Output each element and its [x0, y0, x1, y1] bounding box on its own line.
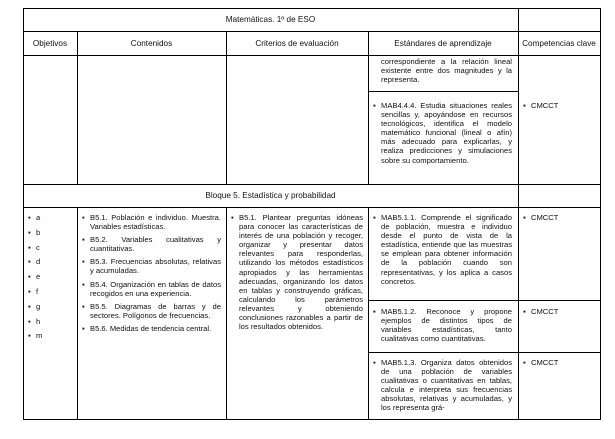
bullet-icon: ▪ [82, 323, 85, 333]
list-item: ▪ MAB5.1.1. Comprende el significado de población, muestra e individuo desde el punto de vista de la estadística, entiende que las muestras se emplean para obtener información de la población cuando son representativas, y los aplica a casos concretos. [373, 213, 512, 286]
bullet-icon: ▪ [373, 101, 376, 110]
bullet-icon: ▪ [373, 307, 376, 316]
bullet-icon: ▪ [28, 301, 31, 311]
list-item: ▪ CMCCT [523, 358, 559, 367]
list-item [230, 213, 363, 331]
rule-right [600, 8, 601, 419]
bullet-icon: ▪ [28, 213, 31, 222]
bullet-icon: ▪ [82, 257, 85, 267]
list-item: ▪ g [27, 300, 75, 315]
bullet-icon: ▪ [523, 213, 526, 222]
bullet-icon: ▪ [28, 286, 31, 296]
standard-5-1-3 [372, 358, 512, 413]
list-item: ▪ MAB5.1.2. Reconoce y propone ejemplos de distintos tipos de variables estadísticas, tanto cualitativas como cuantitativas. [373, 307, 512, 344]
rule-std-cont-bottom [368, 91, 518, 92]
rule-block-bottom [23, 207, 601, 208]
competence-5-1-1 [522, 213, 596, 222]
competence-4-4-4 [522, 101, 596, 110]
header-contenidos: Contenidos [130, 39, 173, 48]
bullet-icon: ▪ [28, 316, 31, 326]
list-item: ▪ CMCCT [523, 307, 559, 316]
list-item: ▪ h [27, 315, 75, 330]
rule-col-2 [226, 31, 227, 184]
header-estandares: Estándares de aprendizaje [394, 39, 492, 48]
standard-5-1-2 [372, 307, 512, 343]
bullet-icon: ▪ [523, 307, 526, 316]
list-item: ▪ B5.4. Organización en tablas de datos recogidos en una experiencia. [82, 279, 221, 298]
list-item: ▪ MAB5.1.3. Organiza datos obtenidos de una población de variables cualitativas o cuantitativas en tablas, calcula e interpreta sus frecuencias absolutas, relativas y acumuladas, y los representa grá- [373, 358, 512, 413]
header-competencias: Competencias clave [522, 39, 596, 48]
block-title: Bloque 5. Estadística y probabilidad [205, 191, 336, 200]
bullet-icon: ▪ [231, 213, 234, 222]
rule-title-bottom [23, 31, 601, 32]
rule-col-3 [368, 31, 369, 184]
rule-col-1 [77, 31, 78, 184]
bullet-icon: ▪ [82, 301, 85, 311]
rule-std-512-bottom [368, 352, 601, 353]
criterion-list [230, 213, 363, 331]
list-item: ▪ B5.1. Población e individuo. Muestra. Variables estadísticas. [82, 213, 221, 232]
rule-bottom [23, 419, 601, 420]
list-item: ▪ c [27, 241, 75, 256]
rule-block-top [23, 184, 601, 185]
standard-continuation: correspondiente a la relación lineal existente entre dos magnitudes y la representa. [381, 57, 512, 85]
standard-4-4-4 [372, 101, 512, 165]
criterion-b5-1: B5.1. Plantear preguntas idóneas para conocer las características de interés de una población y recoger, organizar y presentar datos relevantes para responderlas, utilizando los métodos estadísticos apropiados y las herramientas adecuadas, organizando los datos en tablas y construyendo gráficas, calculando los parámetros relevantes y obteniendo conclusiones razonables a partir de los resultados obtenidos. [239, 213, 363, 332]
rule-col-2b [226, 207, 227, 419]
list-item: ▪ CMCCT [523, 101, 559, 110]
rule-competencias-left [518, 8, 519, 419]
rule-top [23, 8, 601, 9]
header-criterios: Criterios de evaluación [255, 39, 339, 48]
list-item: ▪ CMCCT [523, 213, 559, 222]
list-item: ▪ f [27, 285, 75, 300]
competence-5-1-2 [522, 307, 596, 316]
list-item: ▪ B5.3. Frecuencias absolutas, relativas y acumuladas. [82, 257, 221, 276]
rule-std-511-bottom [368, 300, 601, 301]
contents-list [81, 213, 221, 333]
rule-left [23, 8, 24, 419]
standard-4-4-4-text: MAB4.4.4. Estudia situaciones reales sencillas y, apoyándose en recursos tecnológicos, identifica el modelo matemático funcional (lineal o afín) más adecuado para explicarlas, y realiza predicciones y simulaciones sobre su comportamiento. [381, 101, 512, 165]
list-item: ▪ b [27, 226, 75, 241]
list-item: ▪ B5.6. Medidas de tendencia central. [82, 323, 212, 333]
bullet-icon: ▪ [28, 227, 31, 237]
list-item: ▪ a [27, 211, 75, 226]
rule-header-bottom [23, 55, 601, 56]
list-item: ▪ B5.5. Diagramas de barras y de sectores. Polígonos de frecuencias. [82, 301, 221, 320]
bullet-icon: ▪ [373, 358, 376, 367]
bullet-icon: ▪ [28, 242, 31, 252]
bullet-icon: ▪ [28, 331, 31, 341]
list-item: ▪ B5.2. Variables cualitativas y cuantitativas. [82, 235, 221, 254]
table-title: Matemáticas. 1º de ESO [225, 15, 316, 24]
bullet-icon: ▪ [373, 213, 376, 222]
bullet-icon: ▪ [28, 272, 31, 282]
list-item: ▪ d [27, 255, 75, 270]
standard-5-1-1 [372, 213, 512, 286]
list-item [372, 101, 512, 165]
rule-col-3b [368, 207, 369, 419]
bullet-icon: ▪ [523, 358, 526, 367]
header-objetivos: Objetivos [32, 39, 68, 48]
bullet-icon: ▪ [82, 235, 85, 245]
bullet-icon: ▪ [82, 279, 85, 289]
bullet-icon: ▪ [28, 257, 31, 267]
competence-5-1-3 [522, 358, 596, 367]
objectives-list [27, 211, 75, 344]
list-item: ▪ e [27, 270, 75, 285]
rule-col-1b [77, 207, 78, 419]
list-item: ▪ m [27, 329, 75, 344]
bullet-icon: ▪ [82, 213, 85, 222]
bullet-icon: ▪ [523, 101, 526, 110]
